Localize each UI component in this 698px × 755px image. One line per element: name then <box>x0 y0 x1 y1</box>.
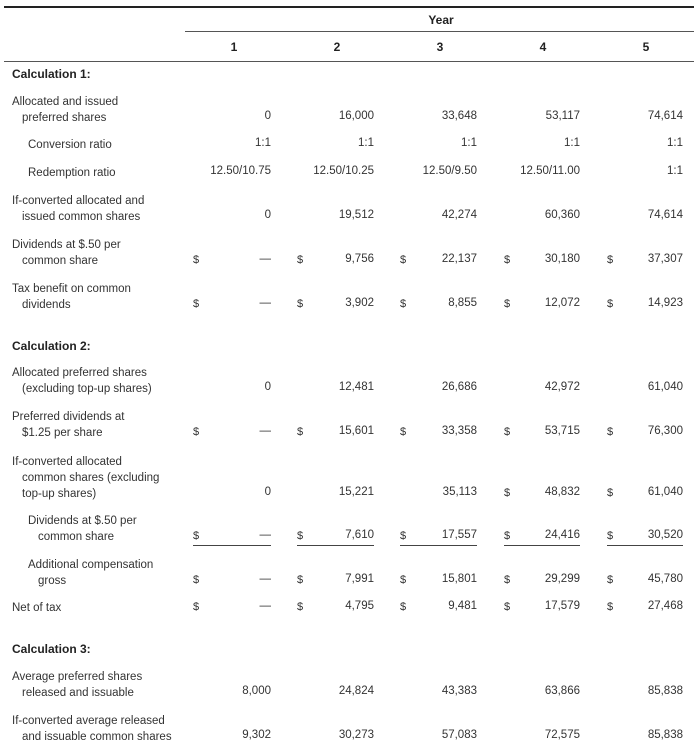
cell-value: 12.50/10.75 <box>210 165 271 177</box>
dollar-sign: $ <box>607 487 614 499</box>
dollar-sign: $ <box>400 530 407 542</box>
dollar-sign: $ <box>193 530 200 542</box>
cell-value: 74,614 <box>647 209 683 221</box>
cell-value: 33,358 <box>441 425 477 437</box>
dollar-sign: $ <box>504 601 511 613</box>
cell-underline <box>193 545 271 546</box>
row-label-line: If-converted average released <box>12 715 165 727</box>
cell-value: 1:1 <box>461 137 477 149</box>
cell-value: 17,579 <box>544 600 580 612</box>
cell-value: 63,866 <box>544 685 580 697</box>
row-label <box>28 557 198 589</box>
cell-value: 9,481 <box>448 600 477 612</box>
row-label <box>12 365 182 397</box>
cell-value: 61,040 <box>647 486 683 498</box>
cell-value: 53,117 <box>545 110 580 122</box>
cell-value: 7,991 <box>345 573 374 585</box>
cell-value: 16,000 <box>338 110 374 122</box>
cell-value: 53,715 <box>544 425 580 437</box>
row-label <box>12 94 182 126</box>
row-label-line: released and issuable <box>22 687 134 699</box>
row-label <box>12 669 182 701</box>
cell-value: 30,273 <box>338 729 374 741</box>
dollar-sign: $ <box>193 298 200 310</box>
cell-value: 15,221 <box>338 486 374 498</box>
dollar-sign: $ <box>504 487 511 499</box>
row-label-line: Dividends at $.50 per <box>28 515 137 527</box>
dollar-sign: $ <box>400 254 407 266</box>
dollar-sign: $ <box>504 530 511 542</box>
cell-underline <box>297 545 374 546</box>
row-label <box>12 237 182 269</box>
dollar-sign: $ <box>400 298 407 310</box>
cell-value: 1:1 <box>667 165 683 177</box>
cell-value: 85,838 <box>647 685 683 697</box>
year-header: Year <box>428 13 454 27</box>
cell-value: 45,780 <box>647 573 683 585</box>
cell-value: 8,000 <box>242 685 271 697</box>
row-label-line: and issuable common shares <box>22 731 172 743</box>
dollar-sign: $ <box>297 298 304 310</box>
dollar-sign: $ <box>400 426 407 438</box>
cell-value: 17,557 <box>441 529 477 541</box>
dollar-sign: $ <box>193 254 200 266</box>
cell-value: 19,512 <box>338 209 374 221</box>
cell-value: 60,360 <box>544 209 580 221</box>
cell-value: 14,923 <box>647 297 683 309</box>
row-label-line: Tax benefit on common <box>12 283 131 295</box>
dollar-sign: $ <box>504 298 511 310</box>
column-header-3: 3 <box>436 40 444 54</box>
dollar-sign: $ <box>400 601 407 613</box>
column-header-4: 4 <box>539 40 547 54</box>
cell-value: 1:1 <box>564 137 580 149</box>
dollar-sign: $ <box>297 254 304 266</box>
cell-value: 9,302 <box>242 729 271 741</box>
year-rule <box>185 31 694 32</box>
cell-value: 37,307 <box>647 253 683 265</box>
cell-value: 35,113 <box>442 486 477 498</box>
section-title: Calculation 1: <box>12 67 91 81</box>
cell-value: — <box>259 573 271 585</box>
cell-value: 12,072 <box>544 297 580 309</box>
row-label-line: Dividends at $.50 per <box>12 239 121 251</box>
row-label-line: Average preferred shares <box>12 671 143 683</box>
dollar-sign: $ <box>607 298 614 310</box>
cell-value: 0 <box>264 209 271 221</box>
dollar-sign: $ <box>504 574 511 586</box>
dollar-sign: $ <box>193 601 200 613</box>
row-label-line: If-converted allocated <box>12 456 122 468</box>
dollar-sign: $ <box>607 574 614 586</box>
cell-value: 9,756 <box>345 253 374 265</box>
row-label-line: $1.25 per share <box>22 427 103 439</box>
cell-value: 1:1 <box>255 137 271 149</box>
dollar-sign: $ <box>607 530 614 542</box>
cell-value: 76,300 <box>647 425 683 437</box>
row-label <box>12 281 182 313</box>
cell-value: 22,137 <box>441 253 477 265</box>
dollar-sign: $ <box>297 426 304 438</box>
row-label-line: Preferred dividends at <box>12 411 125 423</box>
cell-value: 30,520 <box>647 529 683 541</box>
dollar-sign: $ <box>504 426 511 438</box>
row-label-line: Allocated preferred shares <box>12 367 147 379</box>
header-rule <box>4 61 694 62</box>
row-label-line: If-converted allocated and <box>12 195 145 207</box>
cell-value: 7,610 <box>345 529 374 541</box>
cell-value: 26,686 <box>441 381 477 393</box>
cell-underline <box>400 545 477 546</box>
cell-value: 12.50/9.50 <box>422 165 477 177</box>
cell-value: — <box>259 425 271 437</box>
row-label-line: Additional compensation <box>28 559 154 571</box>
row-label-line: Net of tax <box>12 602 62 614</box>
dollar-sign: $ <box>504 254 511 266</box>
dollar-sign: $ <box>297 601 304 613</box>
cell-value: 85,838 <box>647 729 683 741</box>
cell-value: 15,601 <box>338 425 374 437</box>
cell-value: 48,832 <box>544 486 580 498</box>
cell-value: — <box>259 297 271 309</box>
column-header-2: 2 <box>333 40 341 54</box>
cell-value: 24,824 <box>338 685 374 697</box>
row-label-line: Allocated and issued <box>12 96 119 108</box>
cell-value: — <box>259 600 271 612</box>
row-label-line: (excluding top-up shares) <box>22 383 152 395</box>
row-label <box>12 454 182 502</box>
row-label-line: common share <box>38 531 115 543</box>
cell-underline <box>607 545 683 546</box>
cell-value: 43,383 <box>441 685 477 697</box>
cell-value: 8,855 <box>448 297 477 309</box>
dollar-sign: $ <box>400 574 407 586</box>
row-label <box>28 137 198 153</box>
row-label-line: Redemption ratio <box>28 167 116 179</box>
cell-value: 1:1 <box>667 137 683 149</box>
cell-value: 1:1 <box>358 137 374 149</box>
row-label-line: gross <box>38 575 67 587</box>
row-label-line: top-up shares) <box>22 488 97 500</box>
cell-value: — <box>259 253 271 265</box>
cell-value: 61,040 <box>647 381 683 393</box>
dollar-sign: $ <box>607 426 614 438</box>
dollar-sign: $ <box>297 574 304 586</box>
column-header-5: 5 <box>642 40 650 54</box>
cell-value: 42,274 <box>441 209 477 221</box>
row-label-line: common shares (excluding <box>22 472 160 484</box>
cell-value: 0 <box>264 110 271 122</box>
cell-value: 74,614 <box>647 110 683 122</box>
row-label-line: preferred shares <box>22 112 107 124</box>
row-label-line: dividends <box>22 299 71 311</box>
cell-value: 29,299 <box>544 573 580 585</box>
cell-value: 12,481 <box>338 381 374 393</box>
top-rule <box>4 6 694 8</box>
cell-value: 30,180 <box>544 253 580 265</box>
cell-value: 4,795 <box>345 600 374 612</box>
cell-value: 12.50/11.00 <box>520 165 580 177</box>
cell-value: 57,083 <box>441 729 477 741</box>
dollar-sign: $ <box>297 530 304 542</box>
row-label <box>12 409 182 441</box>
cell-value: 0 <box>264 381 271 393</box>
dollar-sign: $ <box>193 426 200 438</box>
row-label <box>12 713 182 745</box>
row-label-line: Conversion ratio <box>28 139 112 151</box>
row-label-line: issued common shares <box>22 211 141 223</box>
row-label <box>28 513 198 545</box>
dollar-sign: $ <box>607 254 614 266</box>
cell-value: 3,902 <box>345 297 374 309</box>
dollar-sign: $ <box>607 601 614 613</box>
section-title: Calculation 3: <box>12 642 91 656</box>
cell-value: 0 <box>264 486 271 498</box>
row-label <box>28 165 198 181</box>
cell-value: 24,416 <box>544 529 580 541</box>
cell-value: 27,468 <box>647 600 683 612</box>
cell-value: 33,648 <box>441 110 477 122</box>
row-label <box>12 193 182 225</box>
cell-value: 72,575 <box>544 729 580 741</box>
cell-value: 12.50/10.25 <box>313 165 374 177</box>
row-label <box>12 600 182 616</box>
row-label-line: common share <box>22 255 99 267</box>
cell-value: 42,972 <box>544 381 580 393</box>
section-title: Calculation 2: <box>12 339 91 353</box>
cell-value: 15,801 <box>441 573 477 585</box>
dollar-sign: $ <box>193 574 200 586</box>
cell-value: — <box>259 529 271 541</box>
cell-underline <box>504 545 580 546</box>
column-header-1: 1 <box>230 40 238 54</box>
